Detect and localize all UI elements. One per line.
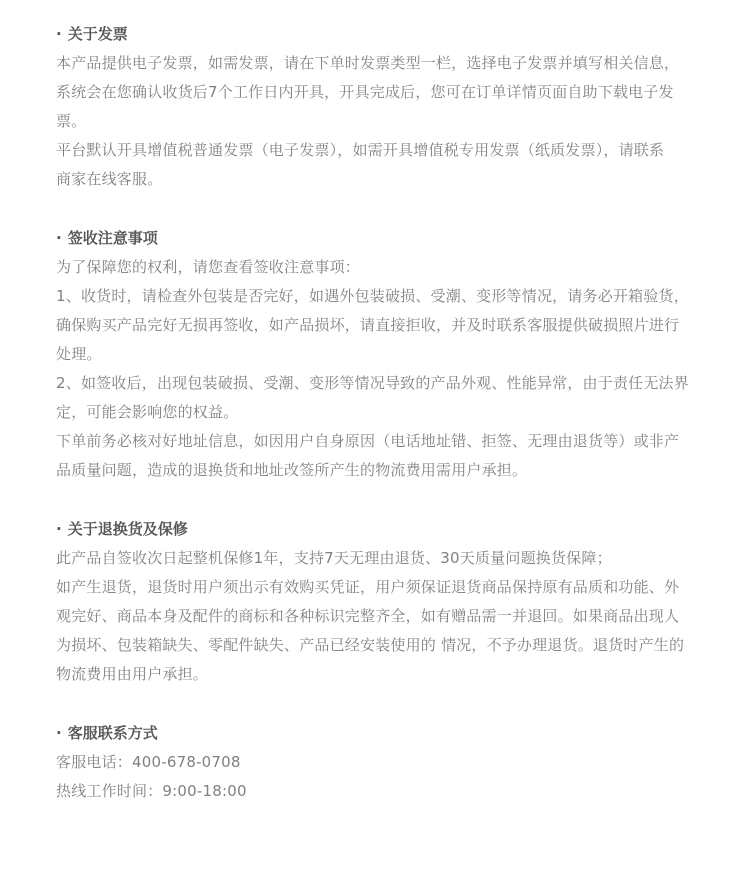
contact-section-title bbox=[56, 719, 710, 748]
invoice-line: 票。 bbox=[56, 112, 87, 130]
bullet-icon: · bbox=[56, 229, 62, 247]
bullet-icon: · bbox=[56, 25, 62, 43]
returns-line: 物流费用由用户承担。 bbox=[56, 665, 209, 683]
returns-section bbox=[56, 515, 710, 689]
service-phone: 客服电话：400-678-0708 bbox=[56, 753, 241, 771]
contact-section bbox=[56, 719, 710, 806]
receipt-title-text: 签收注意事项 bbox=[67, 229, 158, 247]
bullet-icon: · bbox=[56, 520, 62, 538]
receipt-line: 品质量问题，造成的退换货和地址改签所产生的物流费用需用户承担。 bbox=[56, 461, 528, 479]
returns-line: 观完好、商品本身及配件的商标和各种标识完整齐全，如有赠品需一并退回。如果商品出现人 bbox=[56, 607, 680, 625]
invoice-section-title bbox=[56, 20, 710, 49]
returns-section-title bbox=[56, 515, 710, 544]
contact-title-text: 客服联系方式 bbox=[67, 724, 158, 742]
service-hours: 热线工作时间：9:00-18:00 bbox=[56, 782, 247, 800]
receipt-line: 2、如签收后，出现包装破损、受潮、变形等情况导致的产品外观、性能异常，由于责任无法界 bbox=[56, 374, 689, 392]
receipt-line: 处理。 bbox=[56, 345, 102, 363]
invoice-title-text: 关于发票 bbox=[67, 25, 128, 43]
invoice-line: 系统会在您确认收货后7个工作日内开具，开具完成后，您可在订单详情页面自助下载电子发 bbox=[56, 83, 674, 101]
returns-title-text: 关于退换货及保修 bbox=[67, 520, 188, 538]
receipt-section-title bbox=[56, 224, 710, 253]
receipt-line: 定，可能会影响您的权益。 bbox=[56, 403, 239, 421]
receipt-line: 确保购买产品完好无损再签收，如产品损坏，请直接拒收，并及时联系客服提供破损照片进行 bbox=[56, 316, 680, 334]
invoice-section bbox=[56, 20, 710, 194]
invoice-line: 平台默认开具增值税普通发票（电子发票），如需开具增值税专用发票（纸质发票），请联系 bbox=[56, 141, 665, 159]
invoice-line: 商家在线客服。 bbox=[56, 170, 163, 188]
receipt-line: 为了保障您的权利，请您查看签收注意事项： bbox=[56, 258, 361, 276]
returns-line: 此产品自签收次日起整机保修1年，支持7天无理由退货、30天质量问题换货保障； bbox=[56, 549, 612, 567]
receipt-line: 下单前务必核对好地址信息，如因用户自身原因（电话地址错、拒签、无理由退货等）或非产 bbox=[56, 432, 680, 450]
receipt-line: 1、收货时，请检查外包装是否完好，如遇外包装破损、受潮、变形等情况，请务必开箱验货， bbox=[56, 287, 689, 305]
invoice-line: 本产品提供电子发票，如需发票，请在下单时发票类型一栏，选择电子发票并填写相关信息， bbox=[56, 54, 680, 72]
returns-line: 为损坏、包装箱缺失、零配件缺失、产品已经安装使用的 情况，不予办理退货。退货时产生的 bbox=[56, 636, 685, 654]
receipt-section bbox=[56, 224, 710, 485]
bullet-icon: · bbox=[56, 724, 62, 742]
returns-line: 如产生退货，退货时用户须出示有效购买凭证，用户须保证退货商品保持原有品质和功能、外 bbox=[56, 578, 680, 596]
